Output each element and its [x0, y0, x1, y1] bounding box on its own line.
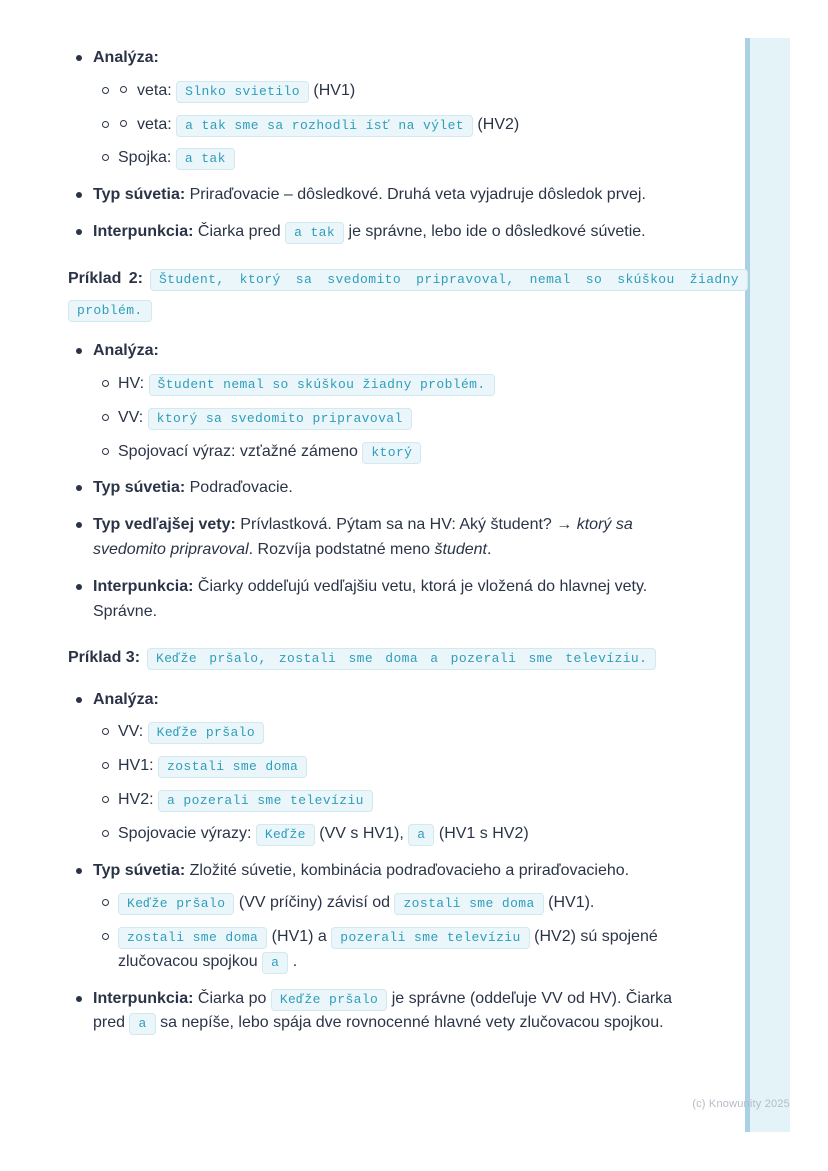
code-chip: zostali sme doma [158, 756, 307, 778]
sub-list-item [102, 79, 748, 104]
bullet-ring-marker [102, 87, 109, 94]
sub-list-item [102, 925, 748, 975]
right-accent-bar [750, 38, 790, 1132]
label-bold: Interpunkcia: [93, 577, 194, 595]
label-bold: Interpunkcia: [93, 989, 194, 1007]
text-segment: študent [434, 540, 487, 558]
text-segment: . [288, 952, 298, 970]
code-chip: a pozerali sme televíziu [158, 790, 373, 812]
list-item [76, 220, 748, 245]
code-chip: ktorý sa svedomito pripravoval [148, 408, 412, 430]
bullet-disc-marker [76, 522, 82, 528]
list-item-text [93, 339, 159, 364]
text-segment: Prívlastková. Pýtam sa na HV: Aký študent? → [235, 516, 577, 534]
code-chip: a tak [176, 148, 235, 170]
example-heading [68, 263, 748, 325]
code-chip: Študent nemal so skúškou žiadny problém. [149, 374, 495, 396]
list-item-text [93, 859, 629, 884]
bullet-ring-marker [102, 728, 109, 735]
text-segment: VV: [118, 408, 148, 426]
code-chip: zostali sme doma [118, 927, 267, 949]
text-segment: (HV1). [543, 894, 595, 912]
list-item-text [93, 987, 697, 1037]
list-item [76, 575, 748, 625]
list-item-text [93, 220, 646, 245]
code-chip: zostali sme doma [394, 893, 543, 915]
list-item [76, 46, 748, 71]
list-item-text [118, 406, 412, 431]
bullet-disc-marker [76, 55, 82, 61]
sub-list-item [102, 440, 748, 465]
bullet-disc-marker [76, 485, 82, 491]
text-segment: (HV2) [472, 115, 520, 133]
bullet-disc-marker [76, 996, 82, 1002]
label-bold: Typ vedľajšej vety: [93, 516, 236, 534]
list-item-text [118, 372, 495, 397]
sub-list [68, 79, 748, 171]
bullet-ring-marker [102, 448, 109, 455]
sub-list [68, 720, 748, 846]
label-bold: Typ súvetia: [93, 861, 186, 879]
bullet-ring-marker [102, 380, 109, 387]
text-segment: (HV2) sú spojené zlučovacou spojkou [118, 928, 658, 970]
text-segment: Čiarky oddeľujú vedľajšiu vetu, ktorá je vložená do hlavnej vety. Správne. [93, 577, 648, 620]
bullet-list [68, 688, 748, 1037]
sub-list-item [102, 754, 748, 779]
code-chip: Slnko svietilo [176, 81, 309, 103]
bullet-list [68, 339, 748, 624]
list-item [76, 688, 748, 713]
text-segment: (HV1 s HV2) [434, 824, 529, 842]
text-segment: Spojovacie výrazy: [118, 824, 256, 842]
example-sentence-code: Keďže pršalo, zostali sme doma a pozerali sme televíziu. [147, 648, 656, 670]
text-segment: (HV1) a [267, 928, 332, 946]
text-segment: Spojovací výraz: vzťažné zámeno [118, 442, 363, 460]
list-item-text [93, 575, 697, 625]
text-segment: Zložité súvetie, kombinácia podraďovacieho a priraďovacieho. [185, 861, 630, 879]
code-chip: Keďže [256, 824, 315, 846]
code-chip: Keďže pršalo [148, 722, 264, 744]
text-segment: (HV1) [308, 81, 356, 99]
document-content [68, 34, 748, 1036]
bullet-ring-marker [102, 154, 109, 161]
example-sentence-code: Študent, ktorý sa svedomito pripravoval, nemal so skúškou žiadny problém. [68, 269, 748, 322]
list-item [76, 987, 748, 1037]
list-item-text [118, 822, 529, 847]
list-item-text [93, 688, 159, 713]
bullet-ring-marker [102, 121, 109, 128]
text-segment: Priraďovacie – dôsledkové. Druhá veta vyjadruje dôsledok prvej. [185, 186, 646, 204]
text-segment: HV2: [118, 790, 159, 808]
bullet-ring-marker [102, 899, 109, 906]
text-segment: veta: [137, 81, 177, 99]
bullet-disc-marker [76, 229, 82, 235]
bullet-ring-icon [120, 86, 127, 93]
list-item-text [118, 440, 421, 465]
bullet-ring-marker [102, 762, 109, 769]
bullet-ring-marker [102, 933, 109, 940]
list-item [76, 183, 748, 208]
text-segment: (VV príčiny) závisí od [234, 894, 395, 912]
text-segment: Spojka: [118, 149, 176, 167]
code-chip: ktorý [362, 442, 421, 464]
code-chip: a tak [285, 222, 344, 244]
list-item-text [118, 754, 307, 779]
code-chip: Keďže pršalo [118, 893, 234, 915]
watermark: (c) Knowunity 2025 [692, 1098, 790, 1110]
label-bold: Analýza: [93, 49, 159, 66]
text-segment: HV1: [118, 757, 159, 775]
code-chip: pozerali sme televíziu [331, 927, 529, 949]
list-item-text [118, 79, 355, 104]
sub-list-item [102, 720, 748, 745]
label-bold: Typ súvetia: [93, 186, 186, 204]
sub-list [68, 891, 748, 974]
label-bold: Analýza: [93, 690, 159, 708]
bullet-list [68, 46, 748, 245]
sub-list-item [102, 372, 748, 397]
example-label: Príklad 3: [68, 649, 141, 667]
code-chip: a [408, 824, 434, 846]
list-item-text [118, 146, 235, 171]
code-chip: a tak sme sa rozhodli ísť na výlet [176, 115, 473, 137]
sub-list-item [102, 788, 748, 813]
list-item [76, 476, 748, 501]
text-segment: VV: [118, 723, 148, 741]
sub-list-item [102, 406, 748, 431]
code-chip: a [262, 952, 288, 974]
list-item [76, 513, 748, 563]
text-segment: . Rozvíja podstatné meno [248, 540, 435, 558]
bullet-disc-marker [76, 697, 82, 703]
bullet-disc-marker [76, 584, 82, 590]
list-item-text [93, 183, 646, 208]
list-item-text [93, 46, 159, 71]
text-segment: (VV s HV1), [314, 824, 409, 842]
list-item-text [118, 925, 700, 975]
list-item-text [118, 113, 519, 138]
label-bold: Typ súvetia: [93, 479, 186, 497]
example-label: Príklad 2: [68, 269, 143, 287]
sub-list [68, 372, 748, 464]
text-segment: Čiarka po [193, 989, 271, 1007]
list-item-text [118, 891, 594, 916]
sub-list-item [102, 822, 748, 847]
sub-list-item [102, 113, 748, 138]
text-segment: je správne (oddeľuje VV od HV). Čiarka pred [93, 989, 673, 1032]
list-item-text [118, 788, 373, 813]
label-bold: Interpunkcia: [93, 222, 194, 240]
list-item-text [118, 720, 264, 745]
text-segment: veta: [137, 115, 177, 133]
bullet-ring-marker [102, 830, 109, 837]
code-chip: Keďže pršalo [271, 989, 387, 1011]
text-segment: sa nepíše, lebo spája dve rovnocenné hlavné vety zlučovacou spojkou. [155, 1014, 664, 1032]
code-chip: a [129, 1013, 155, 1035]
sub-list-item [102, 891, 748, 916]
label-bold: Analýza: [93, 342, 159, 360]
list-item-text [93, 476, 293, 501]
text-segment: HV: [118, 374, 149, 392]
bullet-ring-marker [102, 796, 109, 803]
list-item [76, 859, 748, 884]
text-segment: Podraďovacie. [185, 479, 293, 497]
bullet-ring-icon [120, 120, 127, 127]
list-item-text [93, 513, 697, 563]
bullet-disc-marker [76, 348, 82, 354]
text-segment: Čiarka pred [193, 222, 286, 240]
text-segment: ktorý sa svedomito pripravoval [93, 516, 633, 558]
bullet-disc-marker [76, 868, 82, 874]
text-segment: je správne, lebo ide o dôsledkové súvetie. [344, 222, 646, 240]
sub-list-item [102, 146, 748, 171]
list-item [76, 339, 748, 364]
bullet-ring-marker [102, 414, 109, 421]
example-heading [68, 642, 748, 673]
text-segment: . [487, 540, 492, 558]
bullet-disc-marker [76, 192, 82, 198]
